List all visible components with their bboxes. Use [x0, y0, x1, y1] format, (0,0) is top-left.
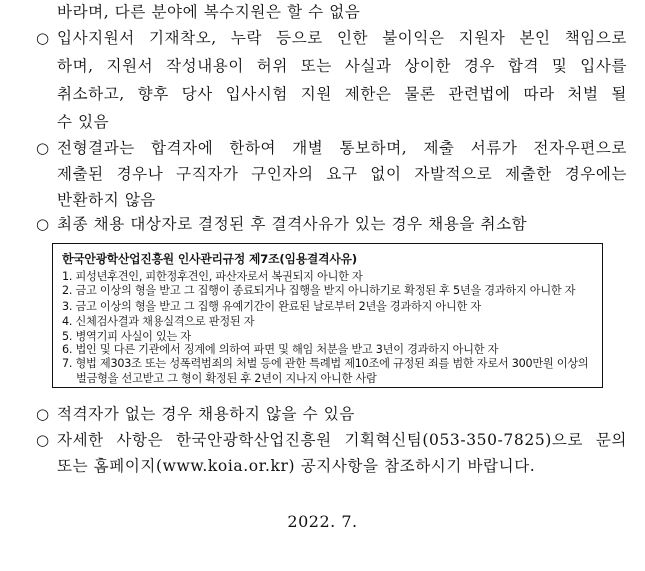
- text-line: 제출된 경우나 구직자가 구인자의 요구 없이 자발적으로 제출한 경우에는: [57, 165, 627, 183]
- list-item: 4. 신체검사결과 채용실격으로 판정된 자: [62, 315, 255, 328]
- text-line: 수 있음: [57, 113, 110, 131]
- text-line: 또는 홈페이지(www.koia.or.kr) 공지사항을 참조하시기 바랍니다.: [57, 457, 536, 475]
- text-line: 취소하고, 향후 당사 입사시험 지원 제한은 물론 관련법에 따라 처벌 될: [57, 85, 627, 103]
- text-line: 자세한 사항은 한국안광학산업진흥원 기획혁신팀(053-350-7825)으로 문의: [57, 431, 627, 449]
- list-item: 6. 법인 및 다른 기관에서 징계에 의하여 파면 및 해임 처분을 받고 3년이 경과하지 아니한 자: [62, 343, 499, 356]
- list-item: 7. 형법 제303조 또는 성폭력범죄의 처벌 등에 관한 특례법 제10조에 규정된 죄를 범한 자로서 300만원 이상의: [62, 357, 589, 370]
- list-item: 벌금형을 선고받고 그 형이 확정된 후 2년이 지나지 아니한 사람: [76, 372, 377, 385]
- text-line: 바라며, 다른 분야에 복수지원은 할 수 없음: [57, 3, 361, 21]
- bullet-icon: ○: [36, 139, 50, 157]
- list-item: 5. 병역기피 사실이 있는 자: [62, 330, 191, 343]
- bullet-icon: ○: [36, 431, 50, 449]
- text-line: 적격자가 없는 경우 채용하지 않을 수 있음: [57, 405, 355, 423]
- text-line: 하며, 지원서 작성내용이 허위 또는 사실과 상이한 경우 합격 및 입사를: [57, 57, 627, 75]
- document-date: 2022. 7.: [287, 512, 358, 531]
- bullet-icon: ○: [36, 29, 50, 47]
- box-title: 한국안광학산업진흥원 인사관리규정 제7조(임용결격사유): [62, 252, 357, 266]
- bullet-icon: ○: [36, 405, 50, 423]
- list-item: 1. 피성년후견인, 피한정후견인, 파산자로서 복권되지 아니한 자: [62, 270, 363, 283]
- disqualification-box: [52, 243, 603, 388]
- list-item: 2. 금고 이상의 형을 받고 그 집행이 종료되거나 집행을 받지 아니하기로 확정된 후 5년을 경과하지 아니한 자: [62, 284, 576, 297]
- text-line: 반환하지 않음: [57, 191, 156, 209]
- text-line: 입사지원서 기재착오, 누락 등으로 인한 불이익은 지원자 본인 책임으로: [57, 29, 627, 47]
- list-item: 3. 금고 이상의 형을 받고 그 집행 유예기간이 완료된 날로부터 2년을 경과하지 아니한 자: [62, 300, 481, 313]
- text-line: 최종 채용 대상자로 결정된 후 결격사유가 있는 경우 채용을 취소함: [57, 215, 528, 233]
- text-line: 전형결과는 합격자에 한하여 개별 통보하며, 제출 서류가 전자우편으로: [57, 139, 627, 157]
- bullet-icon: ○: [36, 215, 50, 233]
